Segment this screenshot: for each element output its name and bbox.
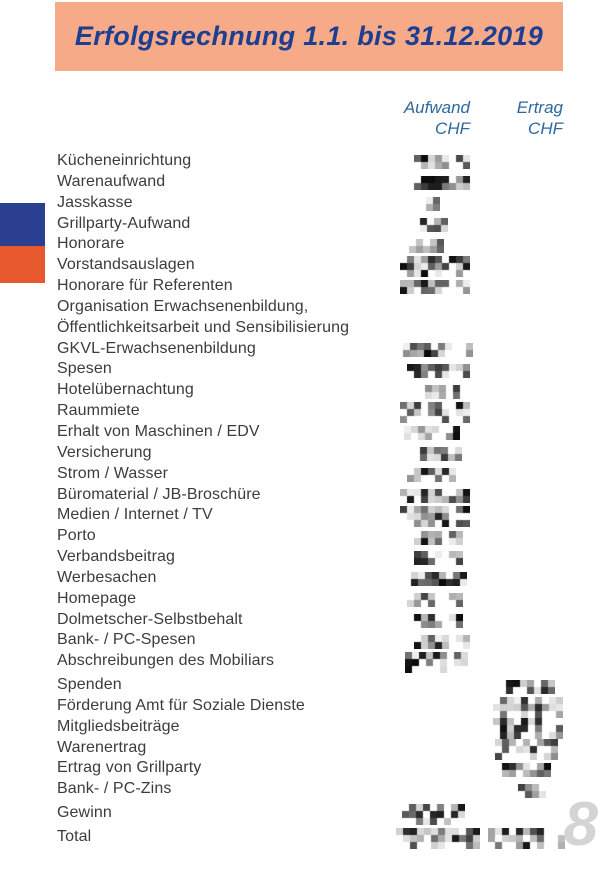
item-label: Versicherung (57, 443, 152, 461)
table-row (57, 401, 563, 422)
blue-square-decoration (0, 203, 45, 246)
table-row (57, 651, 563, 672)
item-label: Porto (57, 527, 96, 545)
table-row (57, 547, 563, 568)
item-label: Bank- / PC-Spesen (57, 631, 196, 649)
table-row (57, 717, 563, 738)
column-header-aufwand-currency: CHF (435, 119, 470, 138)
item-label: Werbesachen (57, 568, 157, 586)
table-row (57, 339, 563, 360)
item-label: Medien / Internet / TV (57, 506, 213, 524)
table-row (57, 526, 563, 547)
item-label: Gewinn (57, 804, 112, 822)
table-row (57, 675, 563, 696)
redacted-aufwand-value (413, 447, 462, 461)
page-title: Erfolgsrechnung 1.1. bis 31.12.2019 (74, 21, 544, 51)
redacted-ertrag-value (495, 739, 558, 760)
redacted-ertrag-value (488, 828, 565, 849)
redacted-aufwand-value (414, 155, 470, 169)
item-label: Verbandsbeitrag (57, 548, 176, 566)
table-row (57, 630, 563, 651)
table-row (57, 318, 563, 339)
table-row (57, 610, 563, 631)
item-label: Homepage (57, 589, 137, 607)
item-label: Raummiete (57, 402, 140, 420)
redacted-ertrag-value (493, 697, 563, 718)
table-row (57, 297, 563, 318)
redacted-ertrag-value (499, 680, 555, 694)
item-label: Warenaufwand (57, 172, 166, 190)
redacted-aufwand-value (402, 804, 465, 825)
table-row (57, 696, 563, 717)
redacted-ertrag-value (518, 784, 546, 798)
title-band (55, 2, 563, 71)
table-row (57, 589, 563, 610)
item-label: Öffentlichkeitsarbeit und Sensibilisierung (57, 318, 350, 336)
redacted-aufwand-value (407, 593, 463, 607)
item-label: Spenden (57, 676, 122, 694)
item-label: Erhalt von Maschinen / EDV (57, 422, 260, 440)
column-header-ertrag-currency: CHF (528, 119, 563, 138)
redacted-aufwand-value (414, 551, 463, 565)
item-label: Kücheneinrichtung (57, 152, 192, 169)
item-label: Jasskasse (57, 193, 133, 211)
item-label: Spesen (57, 360, 112, 378)
item-label: Honorare für Referenten (57, 277, 233, 295)
item-label: Dolmetscher-Selbstbehalt (57, 610, 243, 628)
column-header-aufwand-label: Aufwand (403, 98, 470, 117)
redacted-aufwand-value (418, 385, 467, 399)
redacted-aufwand-value (414, 635, 470, 649)
table-row (57, 758, 563, 779)
redacted-aufwand-value (419, 197, 440, 211)
item-label: Total (57, 828, 92, 845)
item-label: Förderung Amt für Soziale Dienste (57, 696, 305, 714)
table-row (57, 172, 563, 193)
redacted-aufwand-value (400, 256, 470, 277)
table-row (57, 443, 563, 464)
table-row (57, 738, 563, 759)
redacted-aufwand-value (400, 402, 470, 423)
redacted-aufwand-value (407, 614, 463, 628)
table-row (57, 568, 563, 589)
redacted-aufwand-value (407, 176, 470, 190)
item-label: Vorstandsauslagen (57, 256, 195, 274)
table-row (57, 485, 563, 506)
table-row (57, 380, 563, 401)
column-header-ertrag-label: Ertrag (516, 98, 563, 117)
item-label: Warenertrag (57, 738, 147, 756)
page-number: 8 (563, 790, 598, 859)
redacted-ertrag-value (493, 718, 563, 739)
table-row (57, 464, 563, 485)
item-label: Hotelübernachtung (57, 381, 194, 399)
item-label: Büromaterial / JB-Broschüre (57, 485, 261, 503)
redacted-aufwand-value (404, 572, 467, 586)
item-label: Bank- / PC-Zins (57, 780, 172, 798)
line-items (57, 151, 563, 848)
redacted-aufwand-value (400, 280, 470, 294)
table-row (57, 214, 563, 235)
orange-square-decoration (0, 246, 45, 283)
redacted-aufwand-value (405, 652, 468, 673)
table-row (57, 193, 563, 214)
table-row (57, 151, 563, 172)
table-row (57, 779, 563, 800)
redacted-aufwand-value (404, 426, 460, 440)
column-header-aufwand (370, 97, 470, 139)
table-row (57, 359, 563, 380)
redacted-aufwand-value (413, 218, 448, 232)
redacted-ertrag-value (495, 763, 551, 777)
redacted-aufwand-value (402, 239, 444, 253)
item-label: Honorare (57, 235, 125, 253)
item-label: Organisation Erwachsenenbildung, (57, 297, 309, 315)
table-row (57, 505, 563, 526)
redacted-aufwand-value (396, 343, 473, 357)
table-row (57, 827, 563, 848)
redacted-aufwand-value (396, 828, 480, 849)
table-row (57, 422, 563, 443)
table-row (57, 255, 563, 276)
redacted-aufwand-value (414, 531, 463, 545)
item-label: Mitgliedsbeiträge (57, 717, 180, 735)
item-label: GKVL-Erwachsenenbildung (57, 339, 256, 357)
item-label: Grillparty-Aufwand (57, 214, 191, 232)
redacted-aufwand-value (407, 364, 470, 378)
table-row (57, 276, 563, 297)
item-label: Strom / Wasser (57, 464, 169, 482)
item-label: Ertrag von Grillparty (57, 759, 202, 777)
redacted-aufwand-value (400, 506, 470, 527)
table-row (57, 803, 563, 824)
item-label: Abschreibungen des Mobiliars (57, 652, 275, 670)
column-header-ertrag (463, 97, 563, 139)
redacted-aufwand-value (407, 468, 456, 482)
redacted-aufwand-value (400, 489, 470, 503)
table-row (57, 234, 563, 255)
